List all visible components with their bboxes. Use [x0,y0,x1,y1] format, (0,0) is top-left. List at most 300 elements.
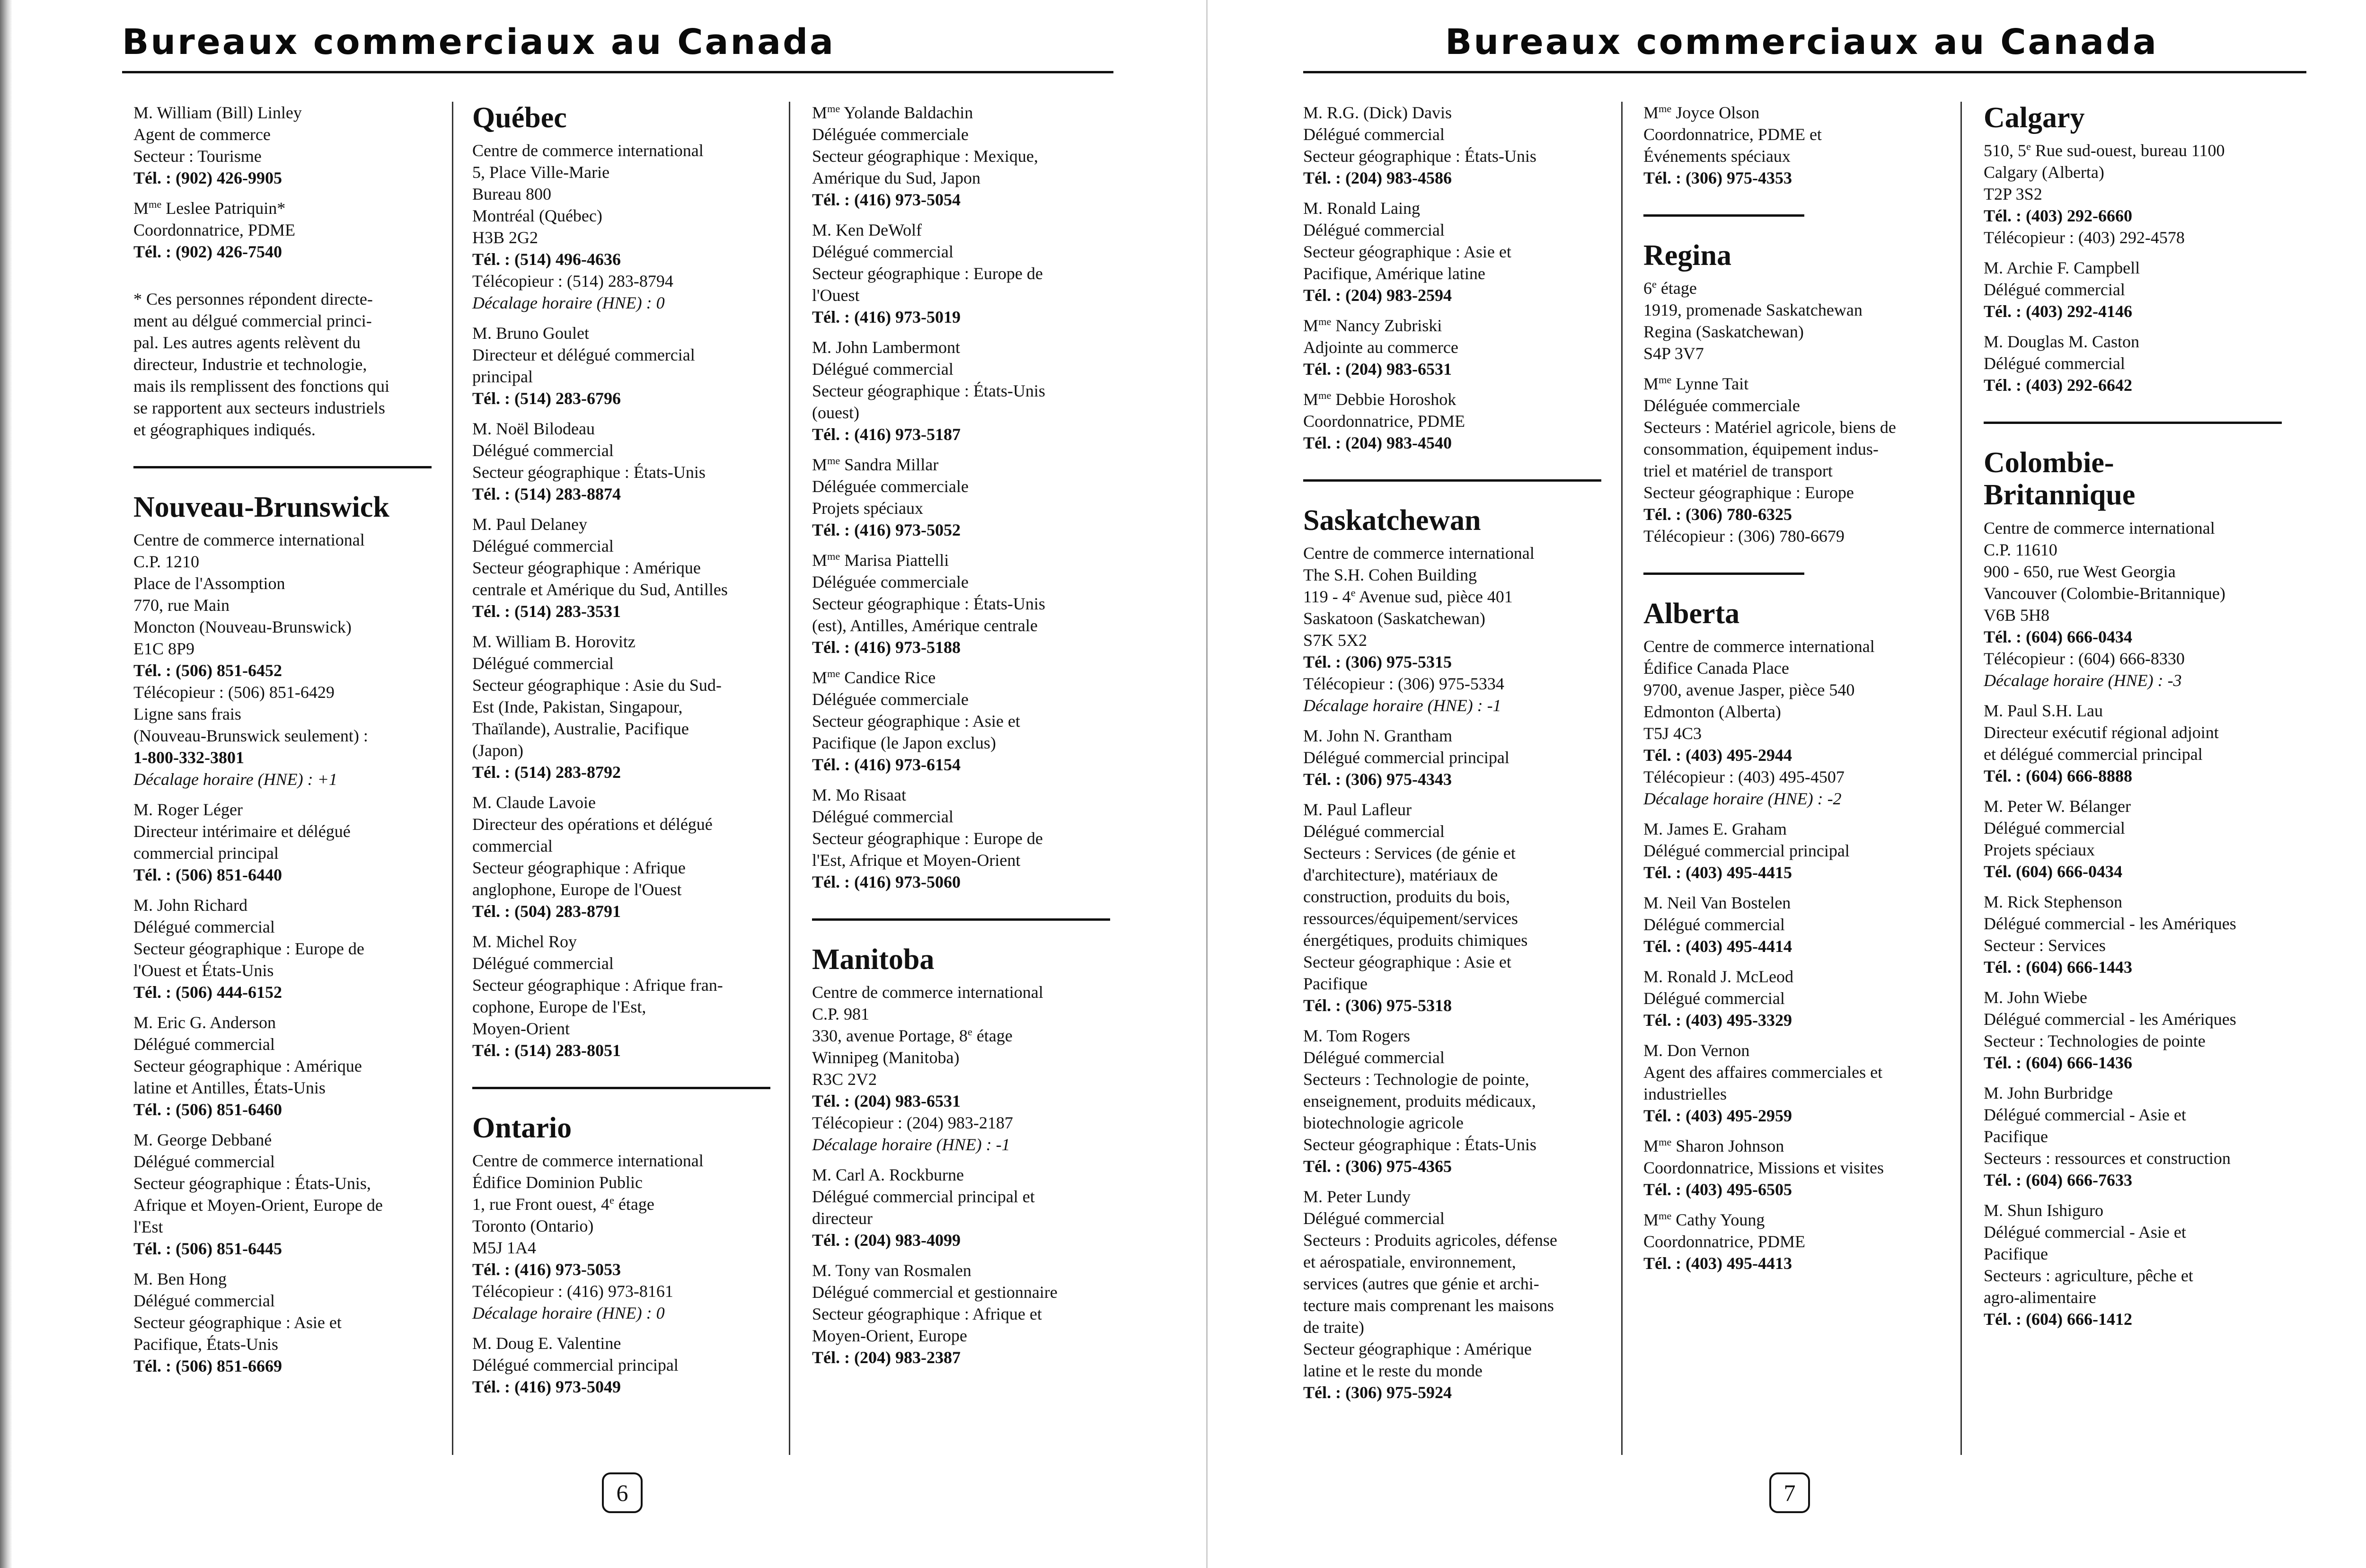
text-line: Décalage horaire (HNE) : -3 [1984,670,2182,690]
office-address [1643,277,1956,364]
right-page [1206,0,2366,1568]
text-line: Tél. : (506) 851-6440 [133,865,282,885]
text-line: tecture mais comprenant les maisons [1303,1296,1554,1315]
footnote [133,288,436,440]
contact-entry [472,513,780,622]
text-line: $M^{me}$ Yolande Baldachin [812,103,973,122]
text-line: Secteur géographique : États-Unis, [133,1174,371,1193]
text-line: M. George Debbané [133,1130,272,1150]
office-address [1984,517,2296,691]
text-line: Secteur : Technologies de pointe [1984,1031,2206,1050]
region-title: Nouveau-Brunswick [133,491,389,523]
text-line: Tél. : (403) 292-6642 [1984,376,2132,395]
contact-entry [1643,102,1956,189]
text-line: M. Roger Léger [133,800,243,819]
text-line: Délégué commercial - Asie et [1984,1105,2186,1124]
contact-entry [1303,799,1611,1016]
contact-entry [812,336,1120,445]
text-line: Tél. : (403) 495-6505 [1643,1180,1792,1199]
text-line: Tél. : (514) 283-8051 [472,1041,621,1060]
office-address [1643,635,1956,810]
text-line: Secteurs : agriculture, pêche et [1984,1266,2193,1285]
text-line: Délégué commercial - les Amériques [1984,1009,2236,1029]
text-line: Tél. : (306) 975-5315 [1303,652,1452,672]
text-line: $M^{me}$ Lynne Tait [1643,374,1749,394]
text-line: Tél. : (204) 983-6531 [1303,360,1452,379]
text-line: et géographiques indiqués. [133,420,316,439]
contact-entry [472,322,780,409]
contact-entry [1303,1186,1611,1403]
contact-entry [133,197,436,263]
text-line: Tél. : (416) 973-5053 [472,1260,621,1279]
text-line: Secteur : Tourisme [133,147,262,166]
column-3 [812,102,1120,1377]
text-line: Secteur géographique : Asie et [1303,242,1511,261]
text-line: Secteur géographique : États-Unis [812,381,1045,400]
text-line: M. John Burbridge [1984,1083,2113,1102]
text-line: Pacifique, États-Unis [133,1335,278,1354]
text-line: Tél. : (514) 283-3531 [472,602,621,621]
text-line: Secteur géographique : Asie et [812,712,1020,731]
text-line: Événements spéciaux [1643,147,1791,166]
contact-entry [812,454,1120,541]
contact-entry [1984,1082,2296,1191]
intro-entries [133,102,436,263]
text-line: 5, Place Ville-Marie [472,163,610,182]
text-line: T2P 3S2 [1984,185,2042,204]
text-line: E1C 8P9 [133,639,195,659]
text-line: Tél. : (416) 973-6154 [812,755,961,774]
text-line: M. John Lambermont [812,338,960,357]
text-line: Délégué commercial [1303,1048,1445,1067]
text-line: Télécopieur : (604) 666-8330 [1984,649,2185,668]
text-line: latine et le reste du monde [1303,1361,1483,1381]
section-rule [1303,479,1601,482]
contact-entry [472,418,780,505]
text-line: H3B 2G2 [472,228,539,247]
text-line: Winnipeg (Manitoba) [812,1048,960,1067]
contact-entry [1643,818,1956,883]
office-address [812,981,1120,1155]
text-line: construction, produits du bois, [1303,887,1510,907]
text-line: Coordonnatrice, PDME [133,220,295,239]
text-line: Délégué commercial [472,537,614,556]
text-line: Tél. : (403) 495-4415 [1643,863,1792,882]
text-line: M. Douglas M. Caston [1984,332,2140,352]
text-line: M. William B. Horovitz [472,632,636,652]
text-line: M. John N. Grantham [1303,726,1452,746]
text-line: de traite) [1303,1318,1364,1337]
text-line: M. Ken DeWolf [812,220,922,239]
text-line: S7K 5X2 [1303,631,1368,650]
text-line: Agent des affaires commerciales et [1643,1063,1883,1082]
text-line: Tél. : (403) 292-6660 [1984,206,2132,226]
text-line: * Ces personnes répondent directe- [133,290,373,308]
text-line: Secteur géographique : Mexique, [812,147,1038,166]
text-line: C.P. 11610 [1984,540,2057,559]
text-line: M. Tom Rogers [1303,1026,1410,1046]
text-line: Secteur géographique : Europe [1643,483,1854,502]
text-line: Télécopieur : (506) 851-6429 [133,683,335,702]
text-line: anglophone, Europe de l'Ouest [472,880,682,899]
text-line: Tél. : (514) 283-8874 [472,484,621,504]
text-line: biotechnologie agricole [1303,1113,1464,1133]
text-line: Télécopieur : (416) 973-8161 [472,1282,673,1301]
text-line: Délégué commercial [472,654,614,673]
text-line: Télécopieur : (514) 283-8794 [472,272,673,291]
text-line: 900 - 650, rue West Georgia [1984,562,2176,581]
column-1 [133,102,436,1385]
text-line: Tél. : (604) 666-1436 [1984,1053,2132,1072]
contact-entry [1303,388,1611,454]
text-line: Tél. : (403) 495-2959 [1643,1106,1792,1126]
text-line: et délégué commercial principal [1984,744,2203,764]
text-line: Déléguée commerciale [1643,396,1800,415]
contact-entry [472,931,780,1061]
text-line: (Nouveau-Brunswick seulement) : [133,726,368,746]
text-line: Délégué commercial [1303,220,1445,239]
text-line: M. Peter Lundy [1303,1187,1411,1207]
text-line: Secteurs : ressources et construction [1984,1148,2231,1168]
text-line: Tél. : (506) 851-6452 [133,661,282,680]
text-line: directeur [812,1209,873,1228]
text-line: Télécopieur : (306) 975-5334 [1303,674,1504,694]
region-title: Alberta [1643,598,1740,630]
contact-entry [1984,700,2296,787]
contact-entry [1984,987,2296,1074]
text-line: ment au délgué commercial princi- [133,311,372,330]
contact-entry [812,102,1120,211]
text-line: Déléguée commerciale [812,477,969,496]
text-line: Centre de commerce international [1303,544,1535,563]
region-title: Manitoba [812,943,935,976]
text-line: industrielles [1643,1084,1727,1104]
column-5 [1643,102,1956,1283]
contact-entry [133,102,436,189]
text-line: Tél. : (403) 495-2944 [1643,746,1792,765]
text-line: 330, avenue Portage, 8e étage [812,1026,1013,1046]
text-line: Secteur géographique : Europe de [812,264,1043,283]
page-header-title: Bureaux commerciaux au Canada [122,22,835,62]
text-line: d'architecture), matériaux de [1303,865,1498,885]
text-line: C.P. 1210 [133,552,200,572]
text-line: M. Tony van Rosmalen [812,1261,971,1280]
contact-entry [812,219,1120,328]
contact-entry [133,894,436,1003]
staff-list [1984,700,2296,1330]
text-line: Tél. : (416) 973-5187 [812,425,961,444]
text-line: directeur, Industrie et technologie, [133,355,367,374]
text-line: 1919, promenade Saskatchewan [1643,300,1863,320]
column-2 [472,102,780,1406]
text-line: Coordonnatrice, Missions et visites [1643,1158,1884,1178]
text-line: Délégué commercial et gestionnaire [812,1283,1058,1302]
text-line: 1, rue Front ouest, 4e étage [472,1194,654,1214]
contact-entry [812,784,1120,893]
contact-entry [1984,1199,2296,1330]
staff-list [133,799,436,1377]
text-line: services (autres que génie et archi- [1303,1274,1539,1294]
text-line: Calgary (Alberta) [1984,163,2104,182]
contact-entry [133,799,436,886]
text-line: V6B 5H8 [1984,605,2050,625]
text-line: Secteur géographique : Afrique [472,858,686,878]
text-line: Tél. : (514) 283-6796 [472,389,621,408]
text-line: Tél. : (306) 780-6325 [1643,505,1792,524]
text-line: M. Rick Stephenson [1984,892,2122,911]
text-line: Tél. : (306) 975-4353 [1643,168,1792,187]
text-line: Directeur exécutif régional adjoint [1984,722,2219,742]
text-line: Secteur géographique : États-Unis [472,463,706,482]
text-line: Délégué commercial [1984,280,2125,300]
text-line: $M^{me}$ Cathy Young [1643,1210,1765,1230]
text-line: Secteur géographique : Asie et [133,1313,342,1332]
text-line: Délégué commercial [133,917,275,937]
text-line: M. Shun Ishiguro [1984,1200,2104,1220]
text-line: Centre de commerce international [472,1151,704,1171]
text-line: centrale et Amérique du Sud, Antilles [472,580,728,599]
text-line: M. James E. Graham [1643,819,1787,839]
text-line: Toronto (Ontario) [472,1216,594,1236]
contact-entry [133,1129,436,1260]
text-line: M. Ben Hong [133,1269,227,1289]
text-line: Tél. : (306) 975-5318 [1303,996,1452,1015]
text-line: Tél. : (604) 666-7633 [1984,1170,2132,1189]
text-line: Délégué commercial [1303,822,1445,841]
text-line: Edmonton (Alberta) [1643,702,1781,722]
page-number: 7 [1769,1472,1810,1513]
text-line: Tél. : (506) 851-6460 [133,1100,282,1119]
text-line: Tél. : (403) 495-4414 [1643,937,1792,956]
section-rule [1643,573,1804,575]
text-line: Coordonnatrice, PDME [1303,412,1465,431]
text-line: M. Ronald J. McLeod [1643,967,1793,987]
text-line: se rapportent aux secteurs industriels [133,398,385,417]
text-line: Secteurs : Matériel agricole, biens de [1643,418,1896,437]
contact-entry [1303,197,1611,306]
text-line: M. Peter W. Bélanger [1984,796,2131,816]
text-line: M. Bruno Goulet [472,324,589,343]
text-line: Décalage horaire (HNE) : -1 [1303,696,1501,715]
staff-list [1303,102,1611,454]
text-line: Directeur intérimaire et délégué [133,822,351,841]
text-line: Secteur géographique : Amérique [1303,1339,1532,1359]
text-line: Tél. : (204) 983-4540 [1303,433,1452,452]
text-line: Délégué commercial [1984,354,2125,373]
text-line: Tél. : (604) 666-8888 [1984,766,2132,785]
contact-entry [1303,725,1611,790]
contact-entry [133,1268,436,1377]
staff-list [472,322,780,1061]
text-line: Délégué commercial [133,1035,275,1054]
text-line: Moyen-Orient, Europe [812,1326,967,1346]
text-line: Projets spéciaux [1984,840,2095,859]
text-line: Projets spéciaux [812,499,923,518]
text-line: M. Eric G. Anderson [133,1013,276,1032]
text-line: Tél. : (514) 283-8792 [472,763,621,782]
office-address [472,140,780,314]
text-line: l'Est, Afrique et Moyen-Orient [812,851,1021,870]
contact-entry [472,792,780,922]
text-line: Secteur géographique : Afrique et [812,1304,1042,1324]
text-line: $M^{me}$ Joyce Olson [1643,103,1760,122]
section-rule [133,466,432,468]
text-line: latine et Antilles, États-Unis [133,1078,326,1098]
staff-list [1643,102,1956,189]
text-line: Coordonnatrice, PDME et [1643,125,1822,144]
text-line: M5J 1A4 [472,1238,537,1258]
text-line: Délégué commercial principal et [812,1187,1035,1207]
text-line: Décalage horaire (HNE) : -1 [812,1135,1010,1154]
text-line: Tél. : (416) 973-5188 [812,638,961,657]
text-line: Tél. : (306) 975-4365 [1303,1157,1452,1176]
text-line: Tél. : (902) 426-9905 [133,168,282,187]
text-line: M. Claude Lavoie [472,793,596,812]
region-title: Colombie- Britannique [1984,447,2136,511]
contact-entry [1643,373,1956,547]
contact-entry [812,667,1120,775]
text-line: Télécopieur : (403) 292-4578 [1984,228,2185,247]
text-line: Télécopieur : (403) 495-4507 [1643,767,1845,787]
text-line: Décalage horaire (HNE) : 0 [472,293,665,313]
page-header-title: Bureaux commerciaux au Canada [1445,22,2158,62]
text-line: $M^{me}$ Sharon Johnson [1643,1136,1784,1156]
text-line: Déléguée commerciale [812,573,969,591]
text-line: Pacifique (le Japon exclus) [812,733,996,752]
section-rule [472,1087,770,1089]
section-rule [812,918,1110,921]
text-line: M. Don Vernon [1643,1041,1750,1060]
text-line: Déléguée commerciale [812,690,969,709]
text-line: Centre de commerce international [1643,637,1875,656]
text-line: (Japon) [472,741,523,760]
text-line: et aérospatiale, environnement, [1303,1252,1516,1272]
office-address [1984,140,2296,248]
text-line: Secteurs : Produits agricoles, défense [1303,1231,1557,1250]
text-line: Tél. : (604) 666-1443 [1984,957,2132,977]
text-line: Pacifique [1984,1244,2048,1263]
contact-entry [1984,257,2296,322]
text-line: Saskatoon (Saskatchewan) [1303,609,1485,628]
text-line: Délégué commercial - Asie et [1984,1222,2186,1242]
text-line: Décalage horaire (HNE) : 0 [472,1304,665,1323]
text-line: Secteurs : Technologie de pointe, [1303,1070,1529,1089]
text-line: The S.H. Cohen Building [1303,565,1477,585]
contact-entry [1643,1209,1956,1274]
contact-entry [1303,102,1611,189]
column-6 [1984,102,2296,1339]
text-line: Délégué commercial principal [472,1356,679,1375]
text-line: Centre de commerce international [133,530,365,550]
text-line: commercial principal [133,844,279,863]
staff-list [812,102,1120,893]
staff-list [1984,257,2296,396]
text-line: Secteur géographique : Europe de [133,939,364,959]
text-line: $M^{me}$ Debbie Horoshok [1303,389,1457,409]
text-line: Décalage horaire (HNE) : +1 [133,770,337,789]
text-line: Délégué commercial - les Amériques [1984,914,2236,933]
text-line: énergétiques, produits chimiques [1303,931,1528,950]
text-line: Afrique et Moyen-Orient, Europe de [133,1196,383,1215]
text-line: M. Carl A. Rockburne [812,1165,964,1185]
text-line: 510, 5e Rue sud-ouest, bureau 1100 [1984,141,2225,160]
text-line: Secteur géographique : États-Unis [812,594,1045,613]
text-line: 6e étage [1643,278,1697,298]
text-line: Télécopieur : (204) 983-2187 [812,1113,1013,1133]
column-divider [789,102,790,1455]
contact-entry [1303,1025,1611,1177]
text-line: Ligne sans frais [133,705,241,724]
contact-entry [133,1012,436,1120]
region-title: Saskatchewan [1303,504,1481,537]
text-line: S4P 3V7 [1643,344,1704,363]
text-line: Délégué commercial [133,1291,275,1311]
text-line: Délégué commercial [812,242,953,261]
office-address [133,529,436,790]
text-line: Tél. : (204) 983-4586 [1303,168,1452,187]
text-line: R3C 2V2 [812,1070,877,1089]
text-line: 770, rue Main [133,596,230,615]
text-line: Pacifique [1984,1127,2048,1146]
text-line: cophone, Europe de l'Est, [472,997,646,1017]
text-line: $M^{me}$ Leslee Patriquin* [133,198,286,218]
text-line: Pacifique [1303,974,1368,994]
contact-entry [1984,891,2296,978]
text-line: Édifice Canada Place [1643,659,1789,678]
text-line: M. Paul Delaney [472,515,587,534]
text-line: Agent de commerce [133,125,271,144]
text-line: Délégué commercial [1303,1209,1445,1228]
text-line: Déléguée commerciale [812,125,969,144]
text-line: Tél. : (204) 983-2387 [812,1348,961,1367]
text-line: M. William (Bill) Linley [133,103,302,122]
region-title: Calgary [1984,102,2085,134]
header-rule [1303,71,2306,73]
text-line: M. Noël Bilodeau [472,419,595,439]
text-line: pal. Les autres agents relèvent du [133,333,361,352]
contact-entry [1984,331,2296,396]
text-line: (est), Antilles, Amérique centrale [812,616,1038,635]
contact-entry [1303,315,1611,380]
header-rule [122,71,1113,73]
column-divider [1621,102,1623,1455]
contact-entry [1984,795,2296,882]
text-line: $M^{me}$ Candice Rice [812,668,936,687]
text-line: Amérique du Sud, Japon [812,168,980,187]
text-line: commercial [472,837,553,856]
text-line: M. R.G. (Dick) Davis [1303,103,1452,122]
text-line: Tél. : (506) 851-6669 [133,1357,282,1376]
text-line: Directeur et délégué commercial [472,345,695,365]
text-line: Moncton (Nouveau-Brunswick) [133,617,352,637]
region-title: Ontario [472,1112,572,1145]
contact-entry [1643,966,1956,1031]
staff-list [1643,373,1956,547]
text-line: Délégué commercial [472,954,614,973]
text-line: M. Archie F. Campbell [1984,258,2140,278]
text-line: Thaïlande), Australie, Pacifique [472,719,689,739]
text-line: Centre de commerce international [1984,518,2215,537]
text-line: $M^{me}$ Marisa Piattelli [812,550,949,570]
text-line: Est (Inde, Pakistan, Singapour, [472,697,683,717]
text-line: T5J 4C3 [1643,724,1702,743]
text-line: Tél. : (204) 983-6531 [812,1092,961,1111]
text-line: Tél. : (604) 666-1412 [1984,1309,2132,1329]
text-line: 9700, avenue Jasper, pièce 540 [1643,680,1855,700]
text-line: Secteur géographique : États-Unis [1303,147,1536,166]
text-line: Moyen-Orient [472,1019,570,1039]
text-line: Secteur géographique : États-Unis [1303,1135,1536,1154]
